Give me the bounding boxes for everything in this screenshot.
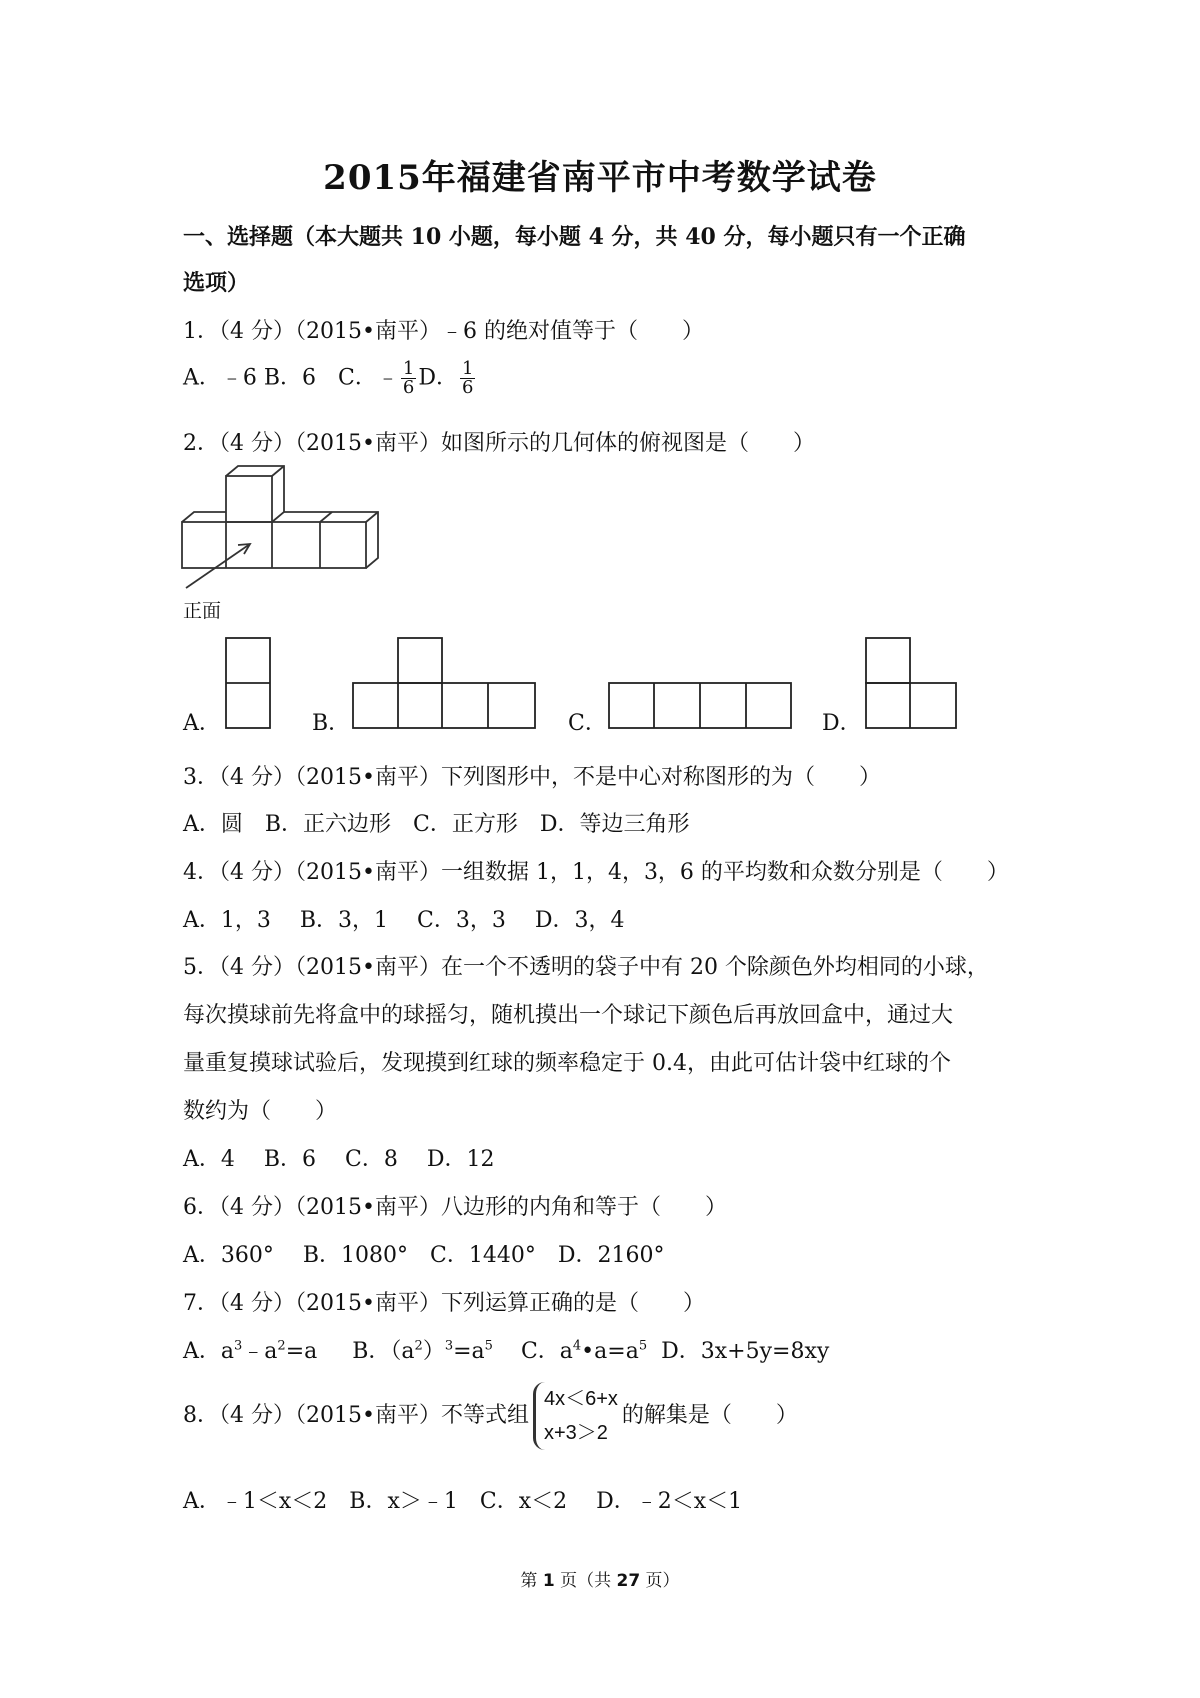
option-b-figure (352, 637, 536, 729)
question-6-options: A．360° B．1080° C．1440° D．2160° (183, 1243, 665, 1268)
option-label-c: C． (568, 711, 607, 736)
fraction: $\frac{1}{6}$ (461, 358, 474, 398)
option-d-figure (865, 637, 957, 729)
question-1: 1．（4 分）（2015•南平）﹣6 的绝对值等于（ ） (183, 319, 704, 344)
question-5: 5．（4 分）（2015•南平）在一个不透明的袋子中有 20 个除颜色外均相同的小球， (183, 955, 989, 980)
option-text: A．﹣6 B．6 C．﹣ (183, 365, 399, 391)
option-c-figure (608, 682, 792, 729)
page-footer: 第 1 页（共 27 页） (520, 1571, 680, 1591)
fraction: $\frac{1}{6}$ (402, 358, 415, 398)
question-5-cont: 量重复摸球试验后，发现摸到红球的频率稳定于 0.4，由此可估计袋中红球的个 (183, 1051, 951, 1076)
question-8-tail: 的解集是（ ） (621, 1403, 798, 1428)
page-title: 2015年福建省南平市中考数学试卷 (323, 158, 877, 198)
question-8 (183, 1378, 798, 1454)
section-heading: 一、选择题（本大题共 10 小题，每小题 4 分，共 40 分，每小题只有一个正确 (183, 224, 966, 250)
inequality-system: 4x＜6+x x+3＞2 (533, 1382, 618, 1450)
option-a-figure (225, 637, 271, 729)
question-4: 4．（4 分）（2015•南平）一组数据 1，1，4，3，6 的平均数和众数分别是（ ） (183, 860, 1009, 885)
question-8-options: A．﹣1＜x＜2 B．x＞﹣1 C．x＜2 D．﹣2＜x＜1 (183, 1489, 743, 1514)
section-heading-cont: 选项） (183, 270, 250, 296)
question-1-options (183, 360, 477, 397)
option-text: D． (418, 365, 458, 391)
question-8-stem: 8．（4 分）（2015•南平）不等式组 (183, 1403, 529, 1428)
option-label-b: B． (312, 711, 351, 736)
question-5-options: A．4 B．6 C．8 D．12 (183, 1147, 495, 1172)
question-4-options: A．1，3 B．3，1 C．3，3 D．3，4 (183, 908, 625, 933)
question-6: 6．（4 分）（2015•南平）八边形的内角和等于（ ） (183, 1195, 727, 1220)
question-2: 2．（4 分）（2015•南平）如图所示的几何体的俯视图是（ ） (183, 431, 815, 456)
question-5-cont: 每次摸球前先将盒中的球摇匀，随机摸出一个球记下颜色后再放回盒中，通过大 (183, 1003, 954, 1028)
option-label-a: A． (183, 711, 221, 736)
question-7: 7．（4 分）（2015•南平）下列运算正确的是（ ） (183, 1291, 705, 1316)
question-7-options: A．$a^3﹣a^2=a$ B．$(a^2)^3=a^5$ C．$a^4•a=a^5$ D．3x+5y=8xy (183, 1338, 830, 1364)
question-5-cont: 数约为（ ） (183, 1099, 338, 1124)
question-3-options: A．圆 B．正六边形 C．正方形 D．等边三角形 (183, 812, 690, 837)
option-label-d: D． (822, 711, 862, 736)
question-3: 3．（4 分）（2015•南平）下列图形中，不是中心对称图形的为（ ） (183, 765, 881, 790)
front-label: 正面 (183, 600, 222, 622)
solid-figure (180, 462, 380, 572)
